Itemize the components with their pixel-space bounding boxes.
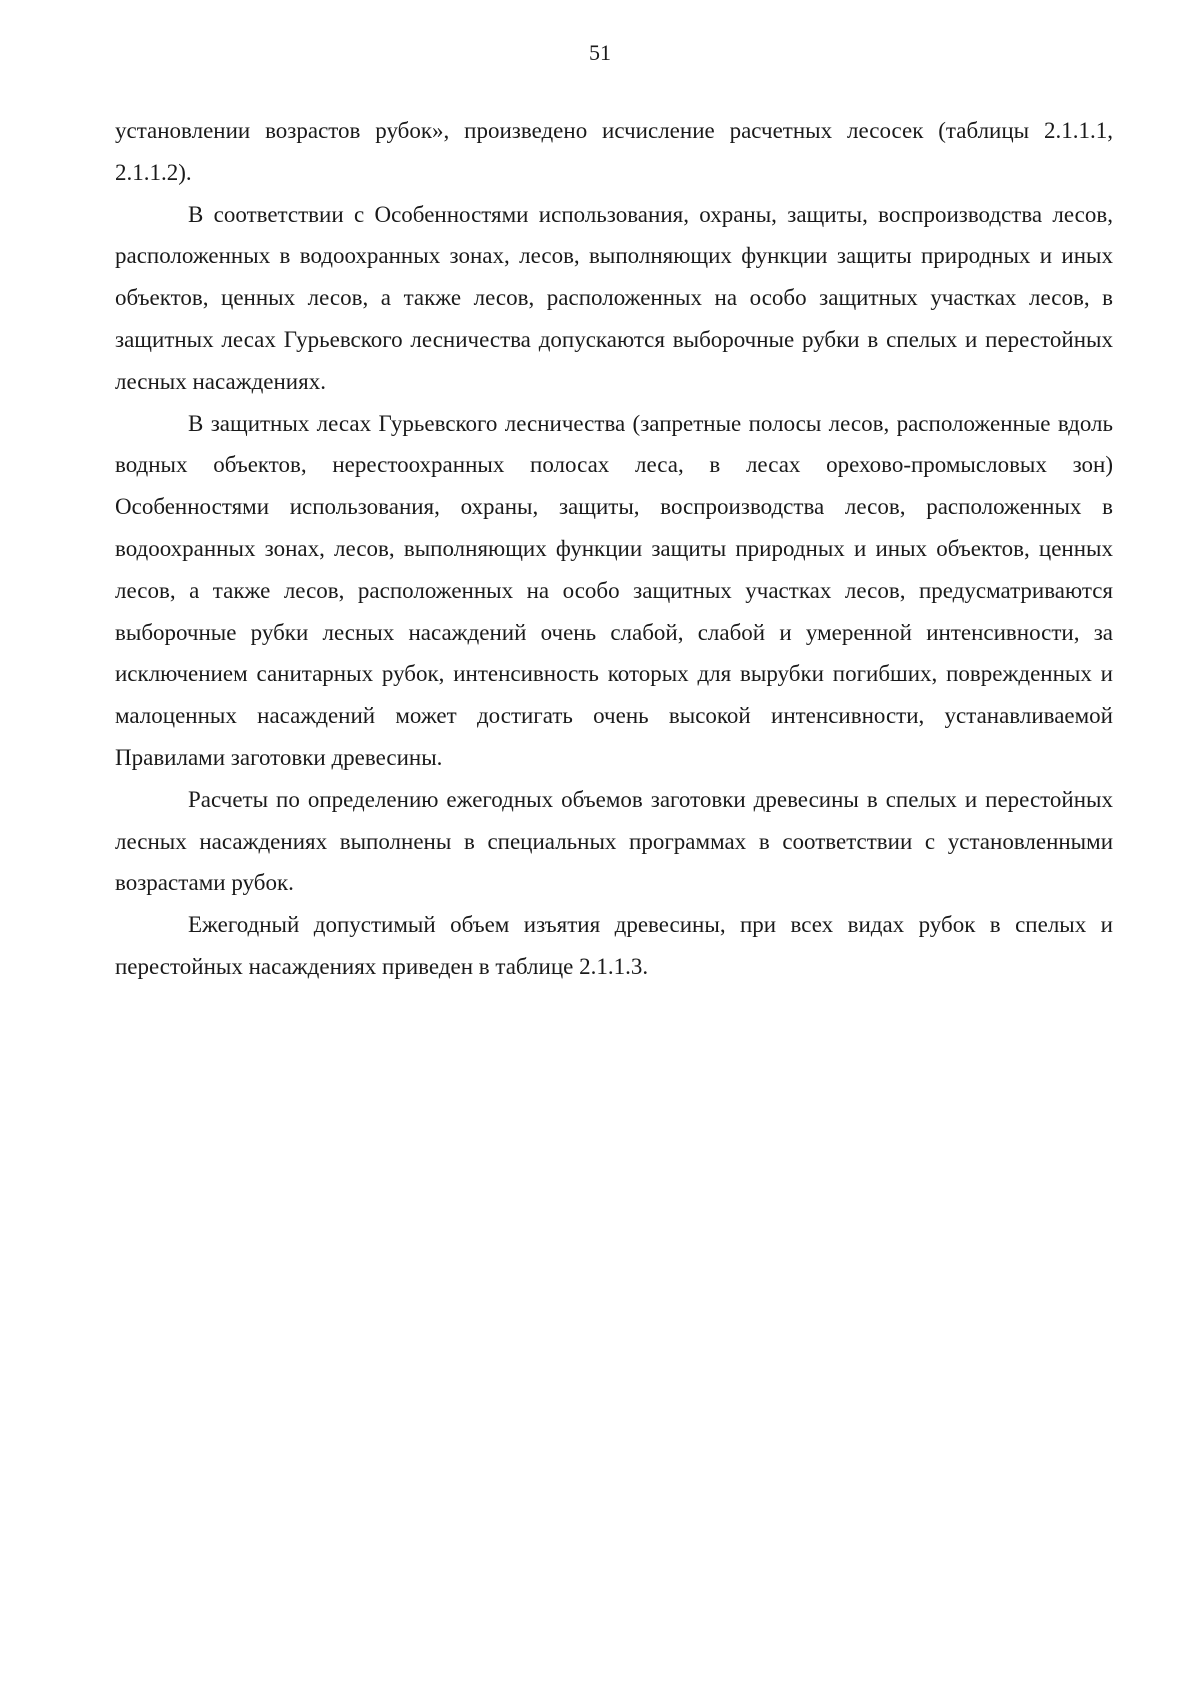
paragraph-calculations: Расчеты по определению ежегодных объемов заготовки древесины в спелых и перестойных лесных насаждениях выполнены в специальных программах в соответствии с установленными возрастами рубок.	[115, 786, 1113, 896]
paragraph-selective-felling: В соответствии с Особенностями использования, охраны, защиты, воспроизводства лесов, расположенных в водоохранных зонах, лесов, выполняющих функции защиты природных и иных объектов, ценных лесов, а также лесов, расположенных на особо защитных участках лесов, в защитных лесах Гурьевского лесничества допускаются выборочные рубки в спелых и перестойных лесных насаждениях.	[115, 201, 1113, 394]
paragraph-protective-forests: В защитных лесах Гурьевского лесничества (запретные полосы лесов, расположенные вдоль водных объектов, нерестоохранных полосах леса, в лесах орехово-промысловых зон) Особенностями использования, охраны, защиты, воспроизводства лесов, расположенных в водоохранных зонах, лесов, выполняющих функции защиты природных и иных объектов, ценных лесов, а также лесов, расположенных на особо защитных участках лесов, предусматриваются выборочные рубки лесных насаждений очень слабой, слабой и умеренной интенсивности, за исключением санитарных рубок, интенсивность которых для вырубки погибших, поврежденных и малоценных насаждений может достигать очень высокой интенсивности, устанавливаемой Правилами заготовки древесины.	[115, 410, 1113, 770]
paragraph-continuation: установлении возрастов рубок», произведено исчисление расчетных лесосек (таблицы 2.1.1.1, 2.1.1.2).	[115, 118, 1113, 185]
paragraph-annual-volume: Ежегодный допустимый объем изъятия древесины, при всех видах рубок в спелых и перестойных насаждениях приведен в таблице 2.1.1.3.	[115, 912, 1113, 979]
body-text	[115, 110, 1113, 988]
page-number: 51	[589, 40, 611, 65]
